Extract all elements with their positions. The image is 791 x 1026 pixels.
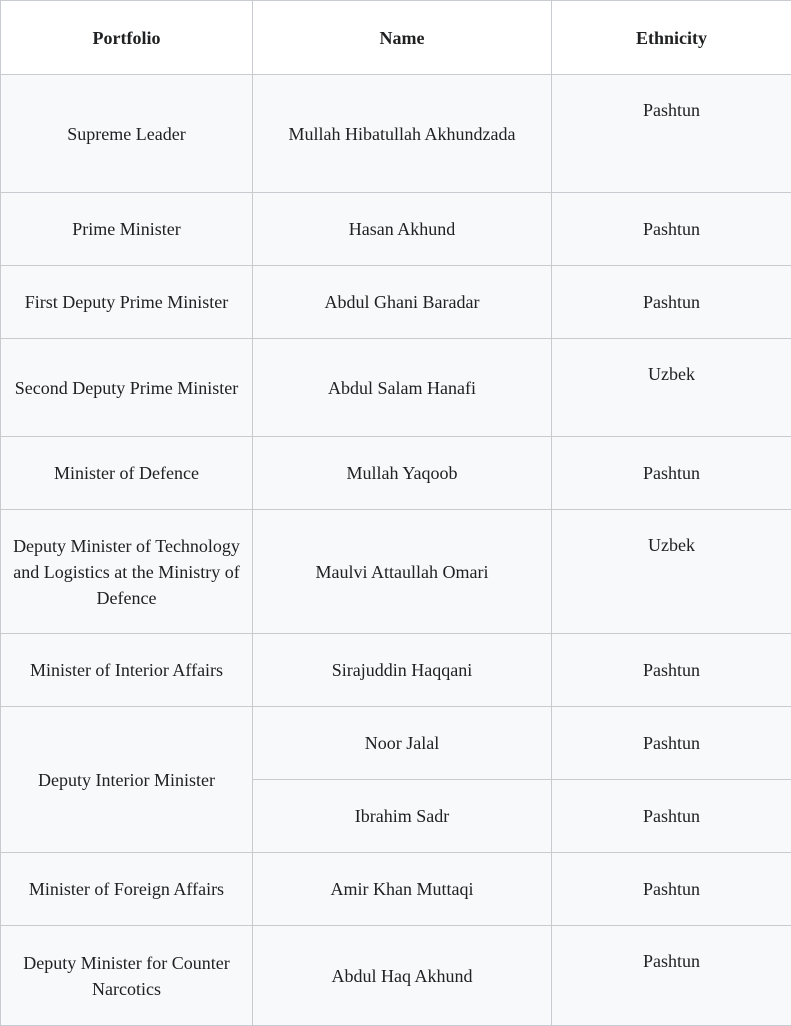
name-cell: Abdul Ghani Baradar <box>253 266 552 339</box>
portfolio-cell: Minister of Defence <box>1 437 253 510</box>
portfolio-cell: First Deputy Prime Minister <box>1 266 253 339</box>
portfolio-cell: Minister of Foreign Affairs <box>1 853 253 926</box>
name-cell: Noor Jalal <box>253 707 552 780</box>
portfolio-cell: Deputy Minister of Technology and Logistics at the Ministry of Defence <box>1 510 253 634</box>
name-cell: Mullah Yaqoob <box>253 437 552 510</box>
ethnicity-cell: Pashtun <box>552 437 791 510</box>
name-cell: Mullah Hibatullah Akhundzada <box>253 75 552 193</box>
portfolio-cell: Prime Minister <box>1 193 253 266</box>
ethnicity-cell: Pashtun <box>552 707 791 780</box>
header-name: Name <box>253 1 552 75</box>
name-cell: Abdul Haq Akhund <box>253 926 552 1026</box>
portfolio-cell: Supreme Leader <box>1 75 253 193</box>
table-row <box>1 266 791 339</box>
table-row <box>1 339 791 437</box>
header-ethnicity: Ethnicity <box>552 1 791 75</box>
portfolio-cell: Minister of Interior Affairs <box>1 634 253 707</box>
table-row <box>1 926 791 1026</box>
table-row <box>1 707 791 780</box>
ethnicity-cell: Pashtun <box>552 853 791 926</box>
table-row <box>1 75 791 193</box>
ethnicity-cell: Pashtun <box>552 926 791 1026</box>
name-cell: Maulvi Attaullah Omari <box>253 510 552 634</box>
header-row <box>1 1 791 75</box>
table-row <box>1 853 791 926</box>
table-body <box>1 75 791 1026</box>
header-portfolio: Portfolio <box>1 1 253 75</box>
ethnicity-cell: Uzbek <box>552 510 791 634</box>
ethnicity-cell: Pashtun <box>552 780 791 853</box>
ethnicity-cell: Pashtun <box>552 193 791 266</box>
portfolio-cell: Deputy Minister for Counter Narcotics <box>1 926 253 1026</box>
table-row <box>1 634 791 707</box>
ethnicity-cell: Pashtun <box>552 75 791 193</box>
name-cell: Sirajuddin Haqqani <box>253 634 552 707</box>
portfolio-cell: Deputy Interior Minister <box>1 707 253 853</box>
name-cell: Amir Khan Muttaqi <box>253 853 552 926</box>
table-row <box>1 193 791 266</box>
ethnicity-cell: Pashtun <box>552 266 791 339</box>
ethnicity-cell: Pashtun <box>552 634 791 707</box>
portfolio-cell: Second Deputy Prime Minister <box>1 339 253 437</box>
name-cell: Hasan Akhund <box>253 193 552 266</box>
table-header <box>1 1 791 75</box>
name-cell: Abdul Salam Hanafi <box>253 339 552 437</box>
name-cell: Ibrahim Sadr <box>253 780 552 853</box>
ethnicity-cell: Uzbek <box>552 339 791 437</box>
table-row <box>1 510 791 634</box>
table-row <box>1 437 791 510</box>
